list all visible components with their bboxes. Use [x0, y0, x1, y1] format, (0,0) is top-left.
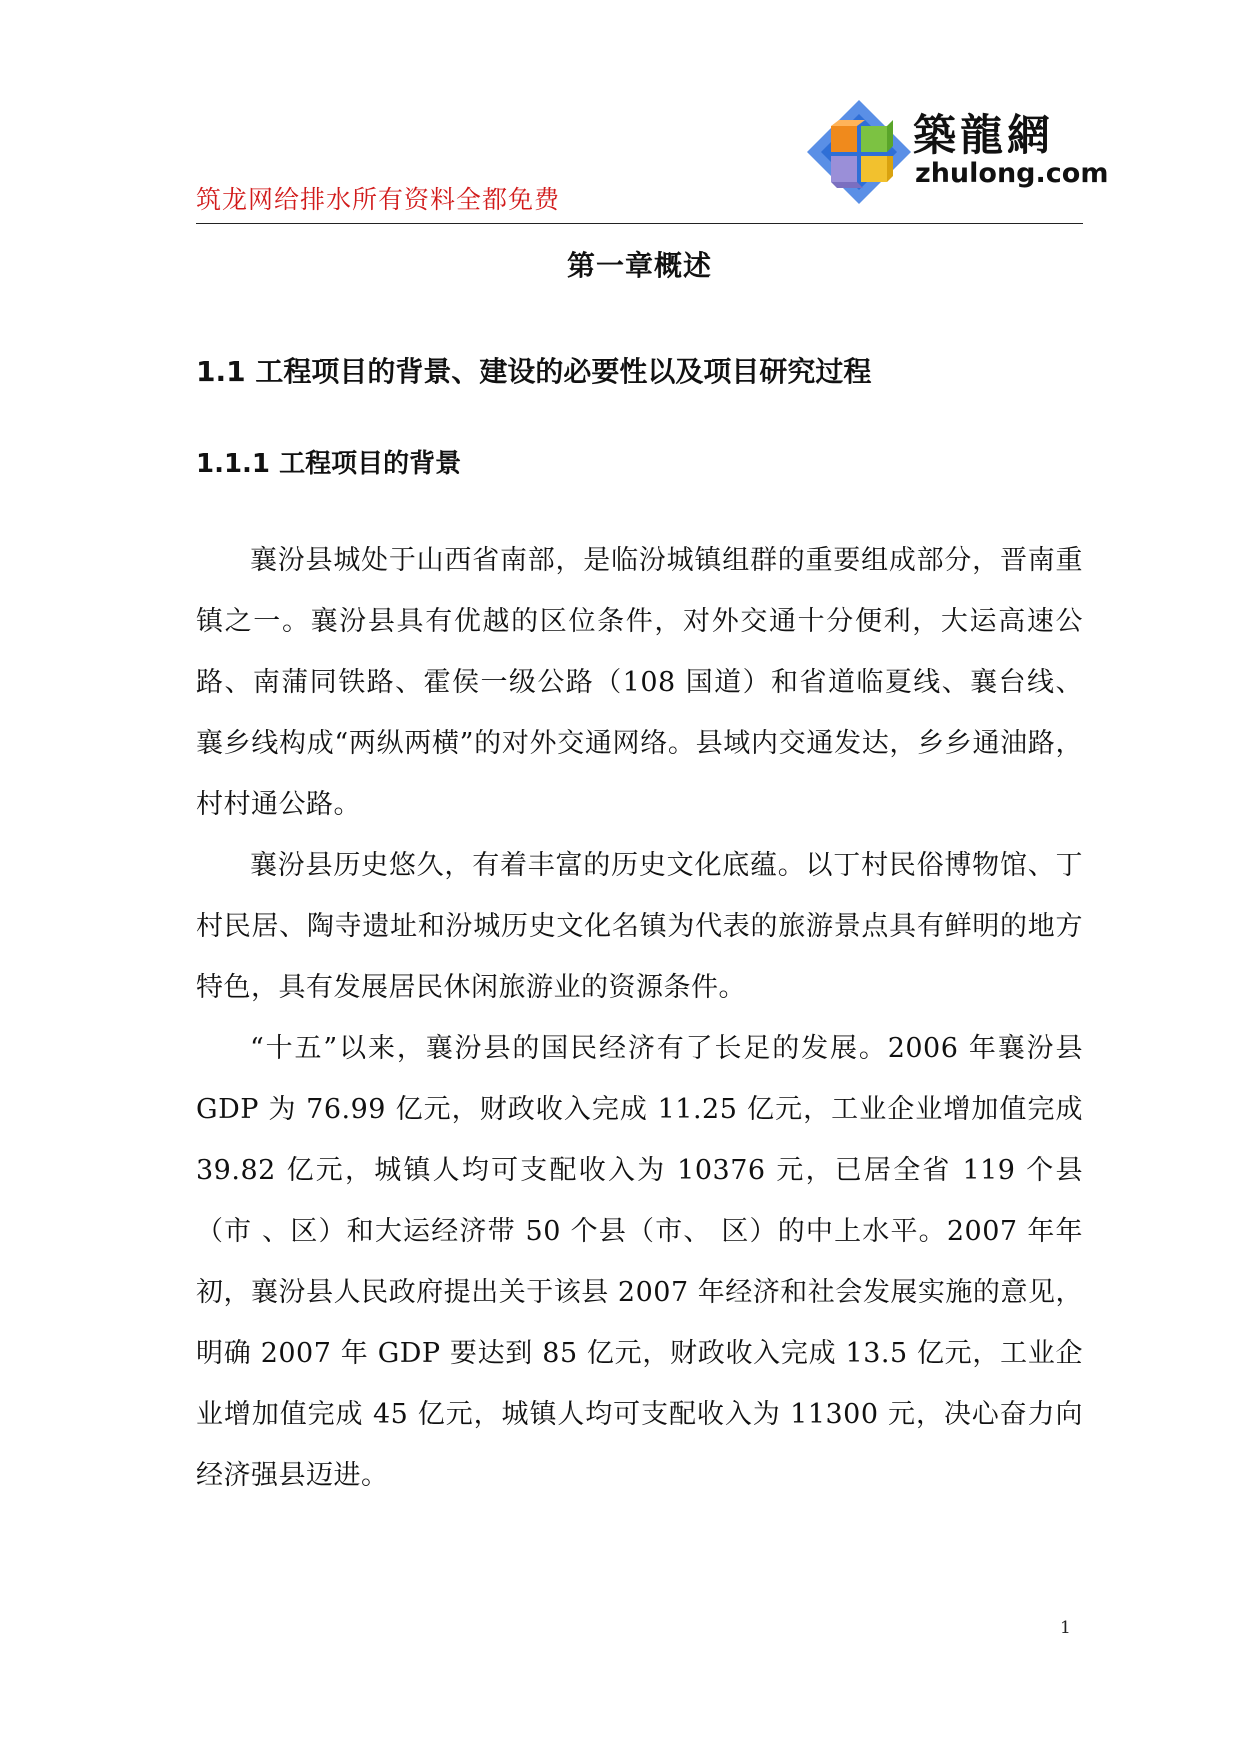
- chapter-title: 第一章概述: [566, 249, 712, 282]
- subsection-title: 1.1.1 工程项目的背景: [196, 449, 462, 479]
- header-slogan: 筑龙网给排水所有资料全都免费: [196, 185, 561, 214]
- zhulong-logo: [803, 96, 1109, 214]
- zhulong-logo-icon: [803, 96, 915, 208]
- header-divider: [196, 223, 1083, 224]
- page-number: 1: [1060, 1618, 1071, 1638]
- logo-chinese-text: 築龍網: [913, 111, 1054, 161]
- page-header: [196, 96, 1109, 224]
- logo-english-text: zhulong.com: [915, 158, 1109, 189]
- body-text: [196, 530, 1083, 1506]
- paragraph: 襄汾县城处于山西省南部，是临汾城镇组群的重要组成部分，晋南重镇之一。襄汾县具有优越的区位条件，对外交通十分便利，大运高速公路、南蒲同铁路、霍侯一级公路（108 国道）和省道临夏线、襄台线、襄乡线构成“两纵两横”的对外交通网络。县域内交通发达，乡乡通油路，村村通公路。: [196, 545, 1083, 820]
- paragraph: “十五”以来，襄汾县的国民经济有了长足的发展。2006 年襄汾县 GDP 为 76.99 亿元，财政收入完成 11.25 亿元，工业企业增加值完成 39.82 亿元，城镇人均可支配收入为 10376 元，已居全省 119 个县（市 、区）和大运经济带 50 个县（市、 区）的中上水平。2007 年年初，襄汾县人民政府提出关于该县 2007 年经济和社会发展实施的意见，明确 2007 年 GDP 要达到 85 亿元，财政收入完成 13.5 亿元，工业企业增加值完成 45 亿元，城镇人均可支配收入为 11300 元，决心奋力向经济强县迈进。: [196, 1033, 1083, 1491]
- paragraph: 襄汾县历史悠久，有着丰富的历史文化底蕴。以丁村民俗博物馆、丁村民居、陶寺遗址和汾城历史文化名镇为代表的旅游景点具有鲜明的地方特色，具有发展居民休闲旅游业的资源条件。: [196, 850, 1083, 1003]
- section-title: 1.1 工程项目的背景、建设的必要性以及项目研究过程: [196, 355, 872, 388]
